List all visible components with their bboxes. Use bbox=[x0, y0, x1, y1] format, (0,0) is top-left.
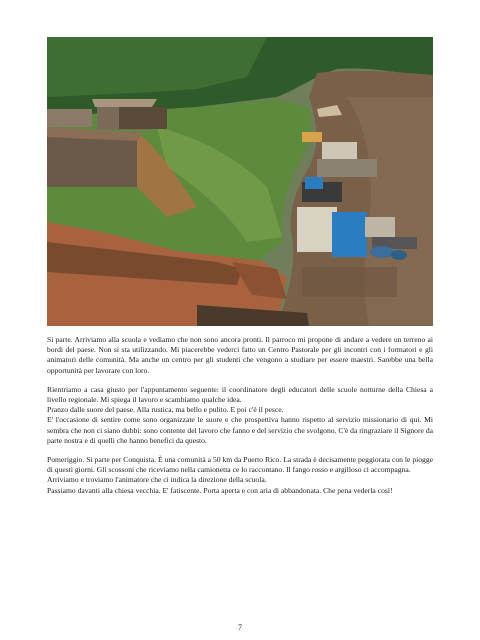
body-text bbox=[47, 335, 433, 496]
text-line: Si parte. Arriviamo alla scuola e vediamo che non sono ancora pronti. Il parroco mi propone di andare a vedere un terreno ai bordi del paese. Non si sta utilizzando. Mi piacerebbe vederci fatto un Centro Pastorale per gli incontri con i formatori e gli animatori delle comunità. Ma anche un centro per gli studenti che vengono a studiare per essere maestri. Sarebbe una bella opportunità per lavorare con loro. bbox=[47, 335, 433, 375]
photo-illustration bbox=[47, 37, 433, 326]
text-line: Pranzo dalle suore del paese. Alla rustica, ma bello e pulito. E poi c'è il pesce. bbox=[47, 405, 284, 415]
page-number: 7 bbox=[238, 623, 242, 632]
text-line: Passiamo davanti alla chiesa vecchia. E' fatiscente. Porta aperta e con aria di abbandonata. Che pena vederla così! bbox=[47, 485, 393, 495]
text-line: E' l'occasione di sentire come sono organizzate le suore e che prospettiva hanno rispetto al servizio missionario di qui. Mi sembra che non ci siano dubbi: sono contente del lavoro che fanno e del servizio che svolgono. C'è da ringraziare il Signore da parte nostra e di quelli che hanno benefici da questo. bbox=[47, 415, 433, 445]
text-line: Arriviamo e troviamo l'animatore che ci indica la direzione della scuola. bbox=[47, 475, 267, 485]
paragraph-3 bbox=[47, 455, 433, 496]
river-village-photo bbox=[47, 37, 433, 326]
paragraph-1 bbox=[47, 335, 433, 376]
paragraph-2 bbox=[47, 385, 433, 446]
text-line: Rientriamo a casa giusto per l'appuntamento seguente: il coordinatore degli educatori delle scuole notturne della Chiesa a livello regionale. Mi spiega il lavoro e scambiamo qualche idea. bbox=[47, 384, 433, 405]
text-line: Pomeriggio. Si parte per Conquista. È una comunità a 50 km da Puerto Rico. La strada è decisamente peggiorata con le piogge di questi giorni. Gli scossoni che riceviamo nella camionetta ce lo raccontano. Il fango rosso e argilloso ci accompagna. bbox=[47, 455, 433, 475]
